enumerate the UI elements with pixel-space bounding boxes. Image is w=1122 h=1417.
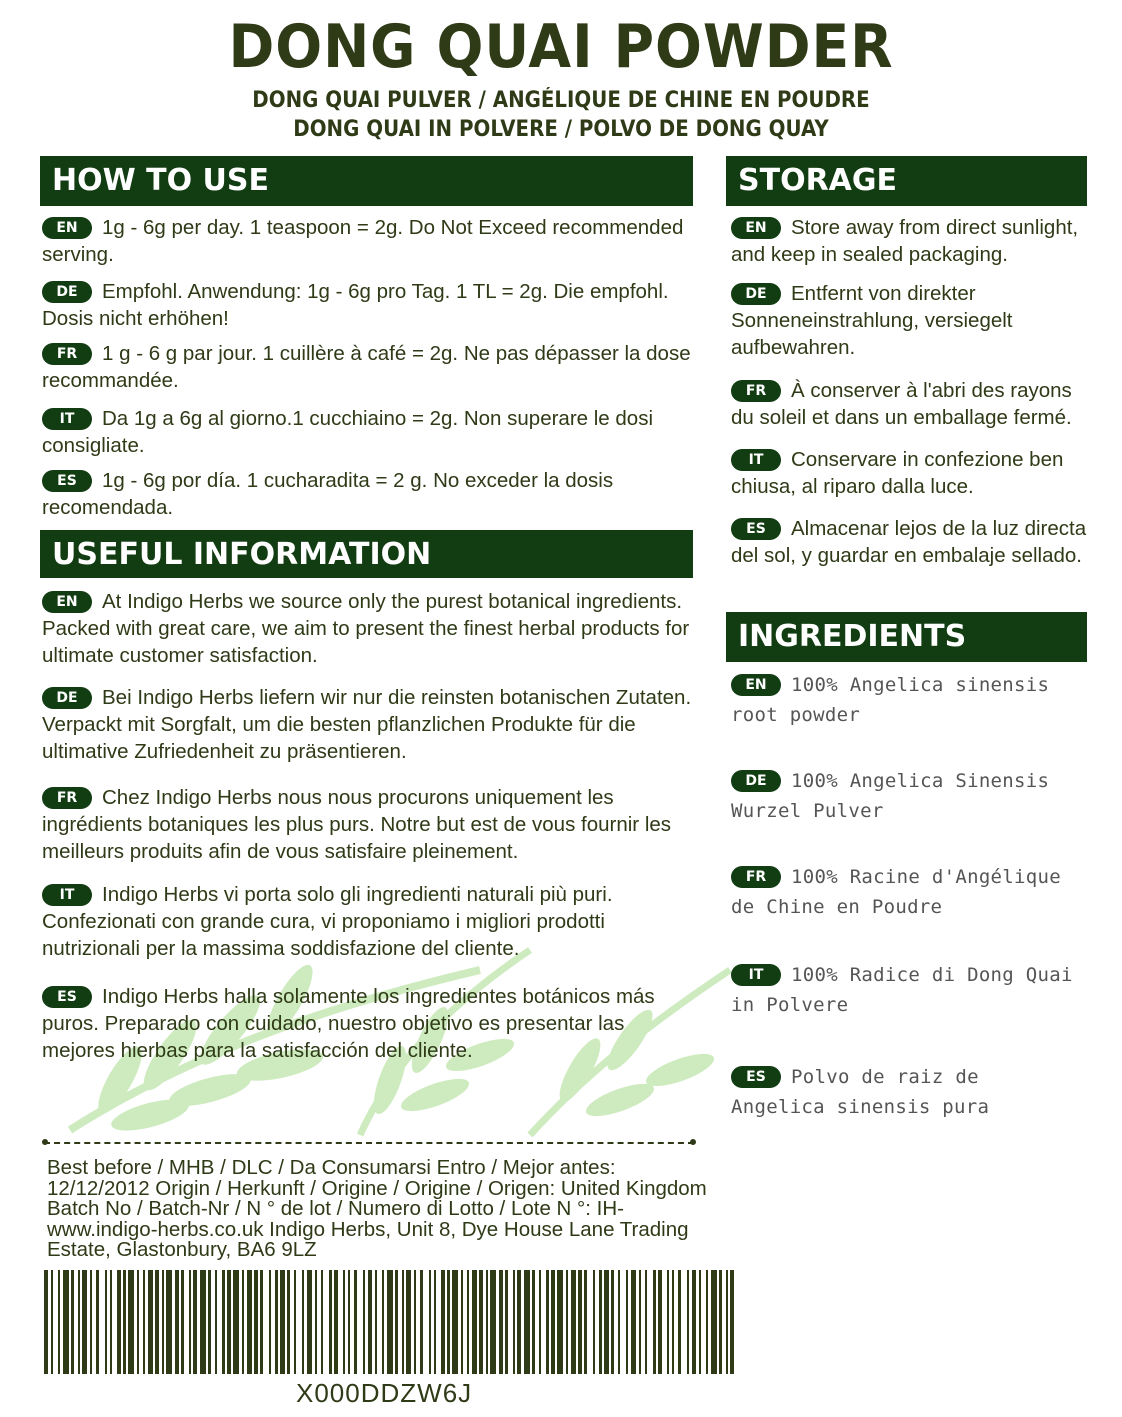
lang-badge: IT xyxy=(42,884,92,906)
lang-badge: IT xyxy=(731,449,781,471)
lang-badge: DE xyxy=(731,283,781,305)
barcode-bar xyxy=(254,1270,258,1374)
barcode-bar xyxy=(467,1270,469,1374)
product-subtitle-2: DONG QUAI IN POLVERE / POLVO DE DONG QUAY xyxy=(293,117,829,142)
barcode-bar xyxy=(51,1270,53,1374)
barcode-bar xyxy=(539,1270,541,1374)
ingredient-de: DE 100% Angelica Sinensis Wurzel Pulver xyxy=(731,770,1050,822)
barcode-bar xyxy=(58,1270,60,1374)
barcode-bar xyxy=(110,1270,112,1374)
barcode-bar xyxy=(294,1270,296,1374)
barcode-bar xyxy=(486,1270,488,1374)
how-to-use-heading: HOW TO USE xyxy=(40,156,693,206)
barcode-bar xyxy=(513,1270,515,1374)
barcode-bar xyxy=(429,1270,431,1374)
lang-badge: FR xyxy=(731,866,781,888)
lang-badge: FR xyxy=(42,343,92,365)
barcode-bar xyxy=(726,1270,728,1374)
barcode-bar xyxy=(123,1270,126,1374)
ingredients-heading: INGREDIENTS xyxy=(726,612,1087,662)
lang-badge: EN xyxy=(42,217,92,239)
barcode-bar xyxy=(181,1270,184,1374)
useful-info-fr: FR Chez Indigo Herbs nous nous procurons uniquement les ingrédients botaniques les plus purs. Notre but est de vous fournir les meilleurs produits afin de vous satisfaire pleinement. xyxy=(42,786,672,863)
barcode-bar xyxy=(215,1270,217,1374)
barcode-bar xyxy=(329,1270,332,1374)
barcode-bar xyxy=(96,1270,99,1374)
barcode-bar xyxy=(128,1270,134,1374)
barcode-bar xyxy=(434,1270,436,1374)
ingredient-es: ES Polvo de raiz de Angelica sinensis pura xyxy=(731,1066,990,1118)
barcode-bar xyxy=(414,1270,416,1374)
storage-en: EN Store away from direct sunlight, and keep in sealed packaging. xyxy=(731,216,1079,266)
barcode-bar xyxy=(626,1270,628,1374)
lang-badge: IT xyxy=(42,408,92,430)
barcode-bar xyxy=(269,1270,271,1374)
barcode-bar xyxy=(711,1270,717,1374)
divider-dot xyxy=(690,1139,696,1145)
useful-info-en: EN At Indigo Herbs we source only the purest botanical ingredients. Packed with great care, we aim to present the finest herbal products for ultimate customer satisfaction. xyxy=(42,590,690,667)
barcode-bar xyxy=(719,1270,722,1374)
barcode-bar xyxy=(275,1270,278,1374)
lang-badge: FR xyxy=(731,380,781,402)
barcode-bar xyxy=(479,1270,483,1374)
how-to-use-it: IT Da 1g a 6g al giorno.1 cucchiaino = 2g. Non superare le dosi consigliate. xyxy=(42,407,654,457)
barcode-bar xyxy=(155,1270,159,1374)
barcode-bar xyxy=(584,1270,587,1374)
barcode-bar xyxy=(692,1270,696,1374)
barcode-bar xyxy=(406,1270,411,1374)
barcode-bar xyxy=(402,1270,404,1374)
barcode-bar xyxy=(658,1270,662,1374)
barcode-bar xyxy=(343,1270,345,1374)
barcode-bar xyxy=(604,1270,609,1374)
lang-badge: ES xyxy=(42,470,92,492)
barcode-bar xyxy=(143,1270,145,1374)
storage-heading: STORAGE xyxy=(726,156,1087,206)
barcode-bar xyxy=(208,1270,211,1374)
barcode-bar xyxy=(315,1270,317,1374)
barcode-bar xyxy=(368,1270,372,1374)
barcode-bar xyxy=(193,1270,197,1374)
barcode-bar xyxy=(472,1270,477,1374)
barcode-bar xyxy=(44,1270,48,1374)
barcode-bar xyxy=(105,1270,107,1374)
barcode-bar xyxy=(441,1270,445,1374)
ingredient-fr: FR 100% Racine d'Angélique de Chine en Poudre xyxy=(731,866,1061,918)
barcode-bar xyxy=(227,1270,231,1374)
how-to-use-fr: FR 1 g - 6 g par jour. 1 cuillère à café = 2g. Ne pas dépasser la dose recommandée. xyxy=(42,342,691,392)
barcode-bar xyxy=(363,1270,365,1374)
barcode-number: X000DDZW6J xyxy=(296,1378,473,1408)
product-title: DONG QUAI POWDER xyxy=(228,12,894,82)
barcode-bar xyxy=(706,1270,708,1374)
barcode-bar xyxy=(175,1270,179,1374)
barcode-bar xyxy=(78,1270,80,1374)
barcode-bar xyxy=(395,1270,398,1374)
barcode-bar xyxy=(162,1270,164,1374)
lang-badge: IT xyxy=(731,964,781,986)
barcode-bar xyxy=(546,1270,549,1374)
barcode-bar xyxy=(653,1270,656,1374)
barcode-bar xyxy=(499,1270,503,1374)
barcode-bar xyxy=(63,1270,69,1374)
barcode-bar xyxy=(387,1270,393,1374)
barcode-bar xyxy=(82,1270,87,1374)
storage-es: ES Almacenar lejos de la luz directa del sol, y guardar en embalaje sellado. xyxy=(731,517,1087,567)
barcode-bar xyxy=(200,1270,206,1374)
barcode-bar xyxy=(247,1270,252,1374)
barcode-bar xyxy=(551,1270,555,1374)
barcode-bar xyxy=(280,1270,285,1374)
barcode-bar xyxy=(375,1270,377,1374)
storage-de: DE Entfernt von direkter Sonneneinstrahlung, versiegelt aufbewahren. xyxy=(731,282,1013,359)
useful-info-de: DE Bei Indigo Herbs liefern wir nur die reinsten botanischen Zutaten. Verpackt mit Sorgfalt, um die besten pflanzlichen Produkte für die ultimative Zufriedenheit zu präsentieren. xyxy=(42,686,692,763)
barcode-bar xyxy=(678,1270,681,1374)
barcode-bar xyxy=(667,1270,669,1374)
barcode-bar xyxy=(593,1270,595,1374)
lang-badge: DE xyxy=(42,281,92,303)
storage-it: IT Conservare in confezione ben chiusa, al riparo dalla luce. xyxy=(731,448,1064,498)
lang-badge: EN xyxy=(42,591,92,613)
barcode-bar xyxy=(334,1270,338,1374)
barcode-bar xyxy=(321,1270,323,1374)
ingredient-it: IT 100% Radice di Dong Quai in Polvere xyxy=(731,964,1073,1016)
barcode-bar xyxy=(222,1270,225,1374)
barcode-bar xyxy=(618,1270,620,1374)
lang-badge: EN xyxy=(731,674,781,696)
barcode-bar xyxy=(242,1270,244,1374)
barcode-bar xyxy=(505,1270,508,1374)
lang-badge: ES xyxy=(42,986,92,1008)
barcode-icon xyxy=(44,1270,734,1374)
barcode-bar xyxy=(447,1270,450,1374)
barcode-bar xyxy=(672,1270,674,1374)
barcode-bar xyxy=(189,1270,191,1374)
lang-badge: ES xyxy=(731,518,781,540)
barcode-bar xyxy=(287,1270,290,1374)
barcode-bar xyxy=(307,1270,312,1374)
barcode-bar xyxy=(687,1270,689,1374)
batch-info: Best before / MHB / DLC / Da Consumarsi Entro / Mejor antes: 12/12/2012 Origin / Herkunft / Origine / Origine / Origen: United Kingdom Batch No / Batch-Nr / N ° de lot / Numero di Lotto / Lote N °: IH- www.indigo-herbs.co.uk Indigo Herbs, Unit 8, Dye House Lane Trading Estate, Glastonbury, BA6 9LZ xyxy=(47,1156,707,1261)
barcode-bar xyxy=(302,1270,304,1374)
barcode-bar xyxy=(233,1270,239,1374)
barcode-bar xyxy=(382,1270,384,1374)
barcode-bar xyxy=(532,1270,535,1374)
barcode-bar xyxy=(639,1270,641,1374)
barcode-bar xyxy=(524,1270,530,1374)
barcode-bar xyxy=(71,1270,74,1374)
useful-info-it: IT Indigo Herbs vi porta solo gli ingredienti naturali più puri. Confezionati con grande cura, vi proponiamo i migliori prodotti nutrizionali per la massima soddisfazione del cliente. xyxy=(42,883,613,960)
barcode-bar xyxy=(578,1270,582,1374)
barcode-bar xyxy=(517,1270,521,1374)
barcode-bar xyxy=(166,1270,172,1374)
barcode-bar xyxy=(599,1270,602,1374)
barcode-bar xyxy=(631,1270,636,1374)
barcode-bar xyxy=(148,1270,153,1374)
barcode-bar xyxy=(557,1270,563,1374)
barcode-bar xyxy=(117,1270,121,1374)
barcode-bar xyxy=(490,1270,496,1374)
storage-fr: FR À conserver à l'abri des rayons du soleil et dans un emballage fermé. xyxy=(731,379,1072,429)
barcode-bar xyxy=(452,1270,458,1374)
barcode-bar xyxy=(137,1270,139,1374)
useful-info-es: ES Indigo Herbs halla solamente los ingredientes botánicos más puros. Preparado con cuidado, nuestro objetivo es presentar las mejores hierbas para la satisfacción del cliente. xyxy=(42,985,655,1062)
useful-information-heading: USEFUL INFORMATION xyxy=(40,530,693,578)
product-subtitle-1: DONG QUAI PULVER / ANGÉLIQUE DE CHINE EN POUDRE xyxy=(252,88,870,113)
lang-badge: ES xyxy=(731,1066,781,1088)
lang-badge: DE xyxy=(731,770,781,792)
ingredient-en: EN 100% Angelica sinensis root powder xyxy=(731,674,1050,726)
barcode-bar xyxy=(461,1270,463,1374)
lang-badge: DE xyxy=(42,687,92,709)
barcode-bar xyxy=(420,1270,423,1374)
barcode-bar xyxy=(90,1270,92,1374)
how-to-use-de: DE Empfohl. Anwendung: 1g - 6g pro Tag. 1 TL = 2g. Die empfohl. Dosis nicht erhöhen! xyxy=(42,280,669,330)
barcode-bar xyxy=(730,1270,734,1374)
barcode-bar xyxy=(571,1270,576,1374)
barcode-bar xyxy=(699,1270,701,1374)
lang-badge: EN xyxy=(731,217,781,239)
dashed-divider xyxy=(44,1142,694,1144)
barcode-bar xyxy=(645,1270,647,1374)
barcode-bar xyxy=(566,1270,568,1374)
barcode-bar xyxy=(260,1270,263,1374)
barcode-bar xyxy=(348,1270,350,1374)
barcode-bar xyxy=(611,1270,614,1374)
lang-badge: FR xyxy=(42,787,92,809)
how-to-use-es: ES 1g - 6g por día. 1 cucharadita = 2 g. No exceder la dosis recomendada. xyxy=(42,469,614,519)
how-to-use-en: EN 1g - 6g per day. 1 teaspoon = 2g. Do Not Exceed recommended serving. xyxy=(42,216,684,266)
barcode-bar xyxy=(354,1270,357,1374)
